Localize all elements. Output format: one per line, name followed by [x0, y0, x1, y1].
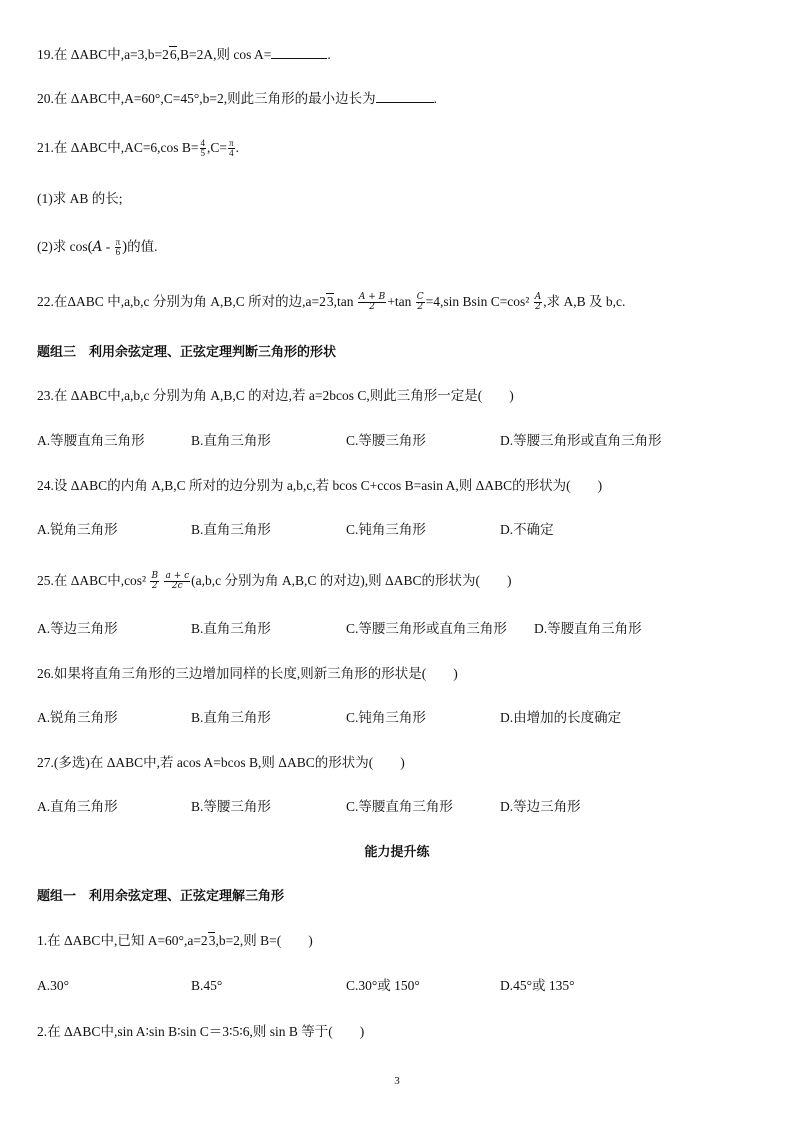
answer-blank[interactable] — [376, 90, 434, 103]
question-20 — [37, 90, 437, 108]
p1-text-a: 1.在 ΔABC中,已知 A=60°,a=2 — [37, 933, 208, 948]
frac-num: a + c — [165, 571, 190, 582]
frac-den: 2c — [171, 581, 183, 592]
sqrt-3: 3 — [208, 933, 216, 948]
q27-option-b[interactable]: B.等腰三角形 — [191, 799, 271, 814]
q20-text: 20.在 ΔABC中,A=60°,C=45°,b=2,则此三角形的最小边长为 — [37, 91, 376, 106]
q25-text-b: (a,b,c 分别为角 A,B,C 的对边),则 ΔABC的形状为( ) — [191, 573, 512, 588]
frac-num: 4 — [200, 138, 206, 149]
practice-question-1 — [37, 932, 313, 950]
p1-option-b[interactable]: B.45° — [191, 978, 223, 993]
frac-num: π — [229, 138, 234, 149]
q24-option-b[interactable]: B.直角三角形 — [191, 522, 271, 537]
frac-den: 2 — [417, 302, 424, 313]
question-27: 27.(多选)在 ΔABC中,若 acos A=bcos B,则 ΔABC的形状为( ) — [37, 755, 405, 770]
q20-end: . — [433, 91, 437, 106]
q19-text-a: 19.在 ΔABC中,a=3,b=2 — [37, 47, 169, 62]
section-title: 能力提升练 — [364, 845, 430, 860]
q26-option-c[interactable]: C.钝角三角形 — [346, 710, 426, 725]
question-21-part-2 — [37, 238, 158, 257]
frac-den: 2 — [151, 581, 158, 592]
paren-open: ( — [87, 239, 93, 255]
q19-end: . — [327, 47, 331, 62]
frac-num: A + B — [358, 292, 386, 303]
question-23: 23.在 ΔABC中,a,b,c 分别为角 A,B,C 的对边,若 a=2bcos C,则此三角形一定是( ) — [37, 388, 514, 403]
q25-text-a: 25.在 ΔABC中,cos² — [37, 573, 150, 588]
frac-den: 4 — [229, 148, 234, 159]
fraction-c-over-2 — [416, 293, 425, 312]
var-a: A — [92, 239, 103, 255]
q22-text-c: +tan — [387, 294, 415, 309]
minus: - — [102, 239, 114, 254]
fraction-a-plus-b-over-2 — [358, 293, 386, 312]
p1-option-c[interactable]: C.30°或 150° — [346, 978, 420, 993]
p1-option-d[interactable]: D.45°或 135° — [500, 978, 575, 993]
q25-option-a[interactable]: A.等边三角形 — [37, 621, 118, 636]
q24-option-c[interactable]: C.钝角三角形 — [346, 522, 426, 537]
question-19 — [37, 46, 331, 64]
q26-option-d[interactable]: D.由增加的长度确定 — [500, 710, 622, 725]
q21-end: . — [235, 140, 239, 155]
q21-2-end: 的值. — [127, 239, 158, 254]
question-26: 26.如果将直角三角形的三边增加同样的长度,则新三角形的形状是( ) — [37, 666, 458, 681]
q25-option-b[interactable]: B.直角三角形 — [191, 621, 271, 636]
frac-den: 2 — [535, 302, 541, 313]
fraction-pi-6 — [115, 238, 122, 257]
q22-text-d: =4,sin Bsin C=cos² — [425, 294, 533, 309]
question-22 — [37, 293, 625, 312]
q22-text-b: ,tan — [333, 294, 357, 309]
page-number: 3 — [394, 1075, 400, 1087]
frac-num: A — [534, 292, 542, 303]
q27-option-d[interactable]: D.等边三角形 — [500, 799, 581, 814]
q26-option-a[interactable]: A.锐角三角形 — [37, 710, 118, 725]
q22-text-a: 22.在ΔABC 中,a,b,c 分别为角 A,B,C 所对的边,a=2 — [37, 294, 326, 309]
q25-option-d[interactable]: D.等腰直角三角形 — [534, 621, 642, 636]
q25-option-c[interactable]: C.等腰三角形或直角三角形 — [346, 621, 507, 636]
frac-den: 6 — [115, 247, 121, 258]
paren-close: ) — [122, 239, 128, 255]
q21-text-a: 21.在 ΔABC中,AC=6,cos B= — [37, 140, 199, 155]
answer-blank[interactable] — [271, 46, 327, 59]
frac-num: B — [151, 571, 159, 582]
q26-option-b[interactable]: B.直角三角形 — [191, 710, 271, 725]
q27-option-c[interactable]: C.等腰直角三角形 — [346, 799, 453, 814]
sqrt-6: 6 — [169, 47, 177, 62]
frac-den: 2 — [369, 302, 375, 313]
q23-option-d[interactable]: D.等腰三角形或直角三角形 — [500, 433, 662, 448]
p1-text-b: ,b=2,则 B=( ) — [215, 933, 313, 948]
q21-2-text: (2)求 cos — [37, 239, 88, 254]
question-21 — [37, 139, 239, 158]
question-21-part-1: (1)求 AB 的长; — [37, 191, 123, 206]
group-3-title: 题组三 利用余弦定理、正弦定理判断三角形的形状 — [37, 345, 337, 360]
fraction-4-5 — [200, 139, 207, 158]
group-1-title: 题组一 利用余弦定理、正弦定理解三角形 — [37, 889, 285, 904]
fraction-pi-4 — [228, 139, 235, 158]
practice-question-2: 2.在 ΔABC中,sin A∶sin B∶sin C＝3∶5∶6,则 sin B 等于( ) — [37, 1024, 365, 1039]
frac-num: π — [115, 237, 121, 248]
q19-text-b: ,B=2A,则 cos A= — [176, 47, 272, 62]
q23-option-b[interactable]: B.直角三角形 — [191, 433, 271, 448]
p1-option-a[interactable]: A.30° — [37, 978, 70, 993]
fraction-a-plus-c-over-2c — [164, 572, 190, 591]
q27-option-a[interactable]: A.直角三角形 — [37, 799, 118, 814]
frac-num: C — [416, 292, 424, 303]
q21-text-b: ,C= — [207, 140, 228, 155]
q24-option-d[interactable]: D.不确定 — [500, 522, 554, 537]
question-24: 24.设 ΔABC的内角 A,B,C 所对的边分别为 a,b,c,若 bcos C+ccos B=asin A,则 ΔABC的形状为( ) — [37, 478, 603, 493]
q23-option-c[interactable]: C.等腰三角形 — [346, 433, 426, 448]
q23-option-a[interactable]: A.等腰直角三角形 — [37, 433, 145, 448]
question-25 — [37, 572, 511, 591]
q24-option-a[interactable]: A.锐角三角形 — [37, 522, 118, 537]
sqrt-3: 3 — [326, 294, 334, 309]
fraction-b-over-2 — [150, 572, 159, 591]
q22-text-e: ,求 A,B 及 b,c. — [543, 294, 626, 309]
equals — [160, 573, 163, 588]
fraction-a-over-2 — [534, 293, 543, 312]
frac-den: 5 — [200, 148, 206, 159]
